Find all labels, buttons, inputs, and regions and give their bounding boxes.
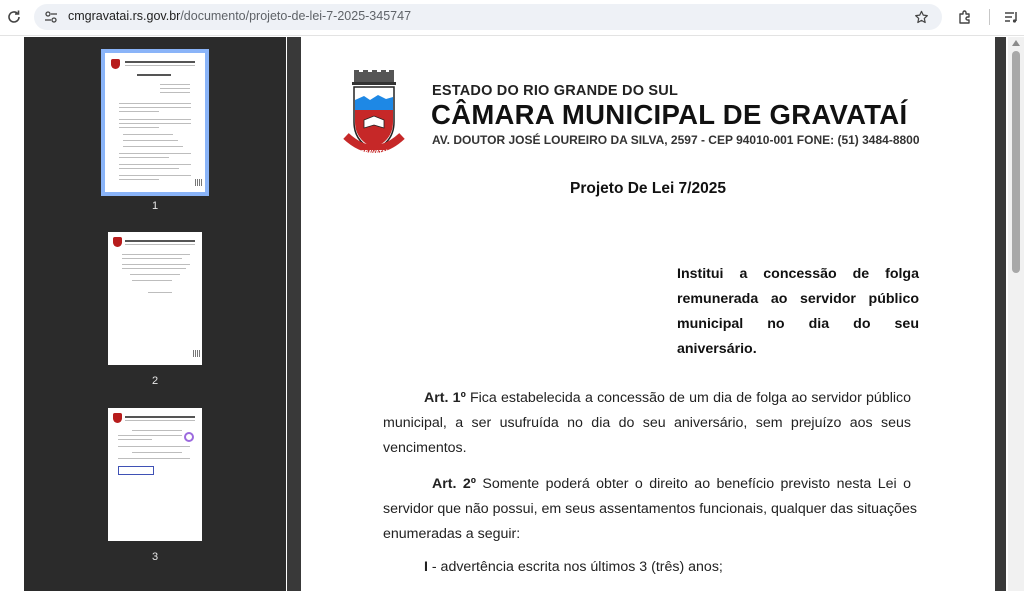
- bookmark-star-icon[interactable]: [912, 8, 930, 26]
- site-info-icon[interactable]: [42, 8, 60, 26]
- address-bar[interactable]: [34, 4, 942, 30]
- browser-toolbar: [0, 0, 1024, 36]
- article-2: [383, 472, 917, 547]
- article-1-text: municipal, a ser usufruída no dia do seu aniversário, sem prejuízo aos seus: [383, 415, 911, 431]
- thumb-qr-icon: [193, 350, 200, 357]
- page-number-1: 1: [151, 200, 159, 212]
- reload-icon[interactable]: [3, 6, 25, 28]
- ementa-line: Institui a concessão de folga: [677, 266, 919, 282]
- thumb-crest-icon: [111, 59, 120, 69]
- thumb-qr-icon: [195, 179, 202, 186]
- toolbar-divider: [989, 9, 990, 25]
- url-path: /documento/projeto-de-lei-7-2025-345747: [180, 9, 412, 23]
- url-host: cmgravatai.rs.gov.br: [68, 9, 181, 23]
- page-thumbnail-2[interactable]: [108, 232, 202, 365]
- thumb-crest-icon: [113, 413, 122, 423]
- article-2-label: Art. 2º: [432, 476, 476, 492]
- inciso-1-text: - advertência escrita nos últimos 3 (três) anos;: [427, 559, 723, 575]
- article-1: [383, 386, 911, 461]
- thumbnail-sidebar[interactable]: [24, 37, 286, 591]
- ementa-line: remunerada ao servidor público: [677, 291, 919, 307]
- media-control-icon[interactable]: [1000, 6, 1022, 28]
- thumb-signature-box: [118, 466, 154, 475]
- document-page: [301, 37, 995, 591]
- article-1-text: Fica estabelecida a concessão de um dia de folga ao servidor público: [465, 390, 911, 406]
- article-2-text: enumeradas a seguir:: [383, 526, 521, 542]
- header-state: ESTADO DO RIO GRANDE DO SUL: [432, 83, 679, 99]
- page-thumbnail-3[interactable]: [108, 408, 202, 541]
- extensions-icon[interactable]: [954, 6, 976, 28]
- thumb-crest-icon: [113, 237, 122, 247]
- article-2-text: Somente poderá obter o direito ao benefício previsto nesta Lei o: [475, 476, 911, 492]
- inciso-1-label: I: [424, 559, 428, 575]
- left-gutter: [0, 37, 24, 591]
- document-title: Projeto De Lei 7/2025: [570, 180, 726, 197]
- pdf-viewer: [0, 37, 1024, 591]
- inciso-1: [424, 559, 723, 575]
- crest-ribbon-text: GRAVATAÍ: [360, 150, 388, 156]
- article-2-text: servidor que não possui, em seus assentamentos funcionais, qualquer das situações: [383, 501, 917, 517]
- article-1-text: vencimentos.: [383, 440, 467, 456]
- vertical-scrollbar[interactable]: [1008, 37, 1024, 591]
- ementa: [677, 262, 919, 362]
- page-number-3: 3: [151, 551, 159, 563]
- page-number-2: 2: [151, 375, 159, 387]
- url-text[interactable]: [68, 9, 411, 23]
- thumb-stamp-icon: [184, 432, 194, 442]
- header-address: AV. DOUTOR JOSÉ LOUREIRO DA SILVA, 2597 - CEP 94010-001 FONE: (51) 3484-8800: [432, 133, 920, 147]
- header-chamber-name: CÂMARA MUNICIPAL DE GRAVATAÍ: [431, 99, 908, 130]
- article-1-label: Art. 1º: [424, 390, 466, 406]
- gravatai-crest-logo: [342, 70, 406, 160]
- scrollbar-thumb[interactable]: [1012, 51, 1020, 273]
- page-thumbnail-1[interactable]: [105, 53, 205, 192]
- ementa-line: municipal no dia do seu aniversário.: [677, 316, 919, 357]
- scroll-up-arrow-icon[interactable]: [1012, 40, 1020, 46]
